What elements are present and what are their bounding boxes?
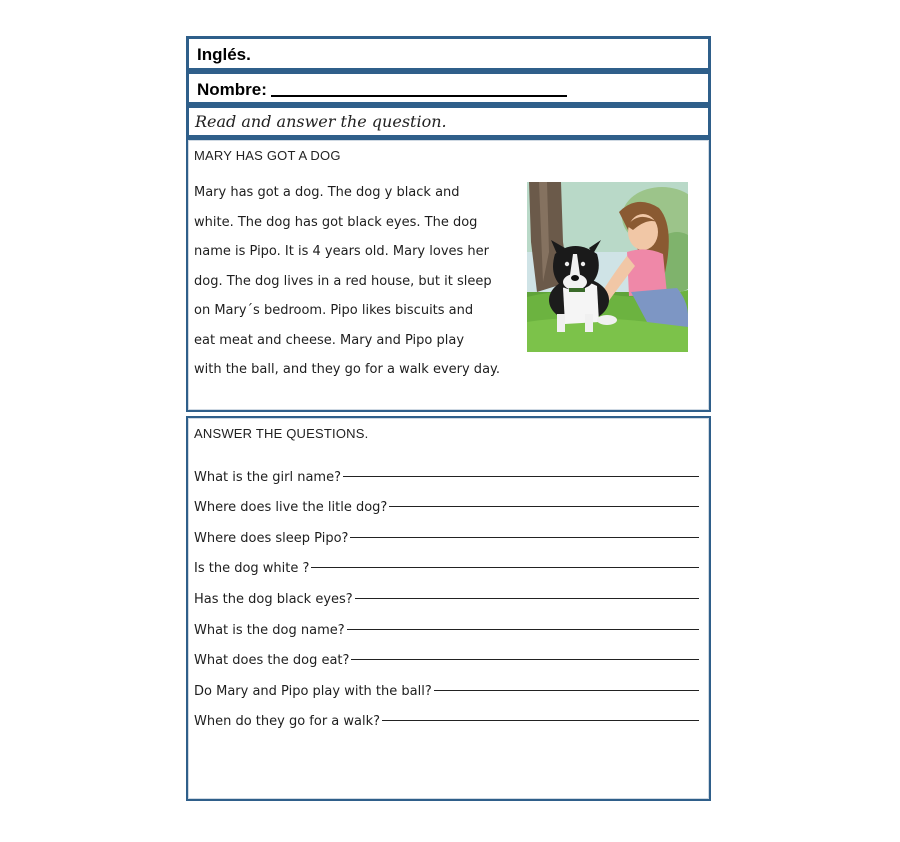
answer-line[interactable] [355, 598, 699, 599]
instruction-text: Read and answer the question. [195, 112, 447, 131]
answer-line[interactable] [389, 506, 699, 507]
reading-box [186, 138, 711, 412]
question-row [194, 454, 699, 485]
question-row [194, 668, 699, 699]
question-text: Do Mary and Pipo play with the ball? [194, 683, 432, 699]
name-answer-line[interactable] [271, 95, 567, 97]
answer-line[interactable] [347, 629, 699, 630]
question-row [194, 546, 699, 577]
instruction-box [186, 105, 711, 138]
question-text: Has the dog black eyes? [194, 591, 353, 607]
question-text: When do they go for a walk? [194, 714, 381, 730]
question-row [194, 607, 699, 638]
questions-title: ANSWER THE QUESTIONS. [194, 426, 369, 441]
girl-with-dog-photo [527, 182, 688, 352]
subject-label: Inglés. [197, 45, 251, 64]
question-row [194, 699, 699, 730]
answer-line[interactable] [350, 537, 699, 538]
story-line: white. The dog has got black eyes. The dog [194, 214, 478, 230]
story-line: eat meat and cheese. Mary and Pipo play [194, 332, 465, 348]
story-line: dog. The dog lives in a red house, but it sleep [194, 273, 492, 289]
questions-box [186, 416, 711, 801]
question-text: What is the dog name? [194, 622, 345, 638]
question-row [194, 485, 699, 516]
name-box [186, 71, 711, 105]
question-text: Where does live the litle dog? [194, 500, 388, 516]
name-label: Nombre: [197, 80, 267, 99]
answer-line[interactable] [434, 690, 699, 691]
story-line: Mary has got a dog. The dog y black and [194, 185, 460, 200]
answer-line[interactable] [351, 659, 699, 660]
story-line: name is Pipo. It is 4 years old. Mary loves her [194, 244, 489, 259]
question-text: What is the girl name? [194, 469, 341, 485]
questions-list [194, 454, 699, 729]
story-line: on Mary´s bedroom. Pipo likes biscuits and [194, 303, 474, 318]
story-line: with the ball, and they go for a walk every day. [194, 362, 501, 377]
question-row [194, 638, 699, 669]
reading-title: MARY HAS GOT A DOG [194, 148, 341, 163]
story-text [194, 178, 539, 385]
question-text: Where does sleep Pipo? [194, 530, 349, 546]
question-row [194, 515, 699, 546]
question-text: What does the dog eat? [194, 653, 350, 669]
name-row [197, 80, 567, 100]
answer-line[interactable] [343, 476, 699, 477]
question-row [194, 576, 699, 607]
answer-line[interactable] [382, 720, 699, 721]
subject-box [186, 36, 711, 71]
question-text: Is the dog white ? [194, 561, 310, 577]
answer-line[interactable] [311, 567, 699, 568]
